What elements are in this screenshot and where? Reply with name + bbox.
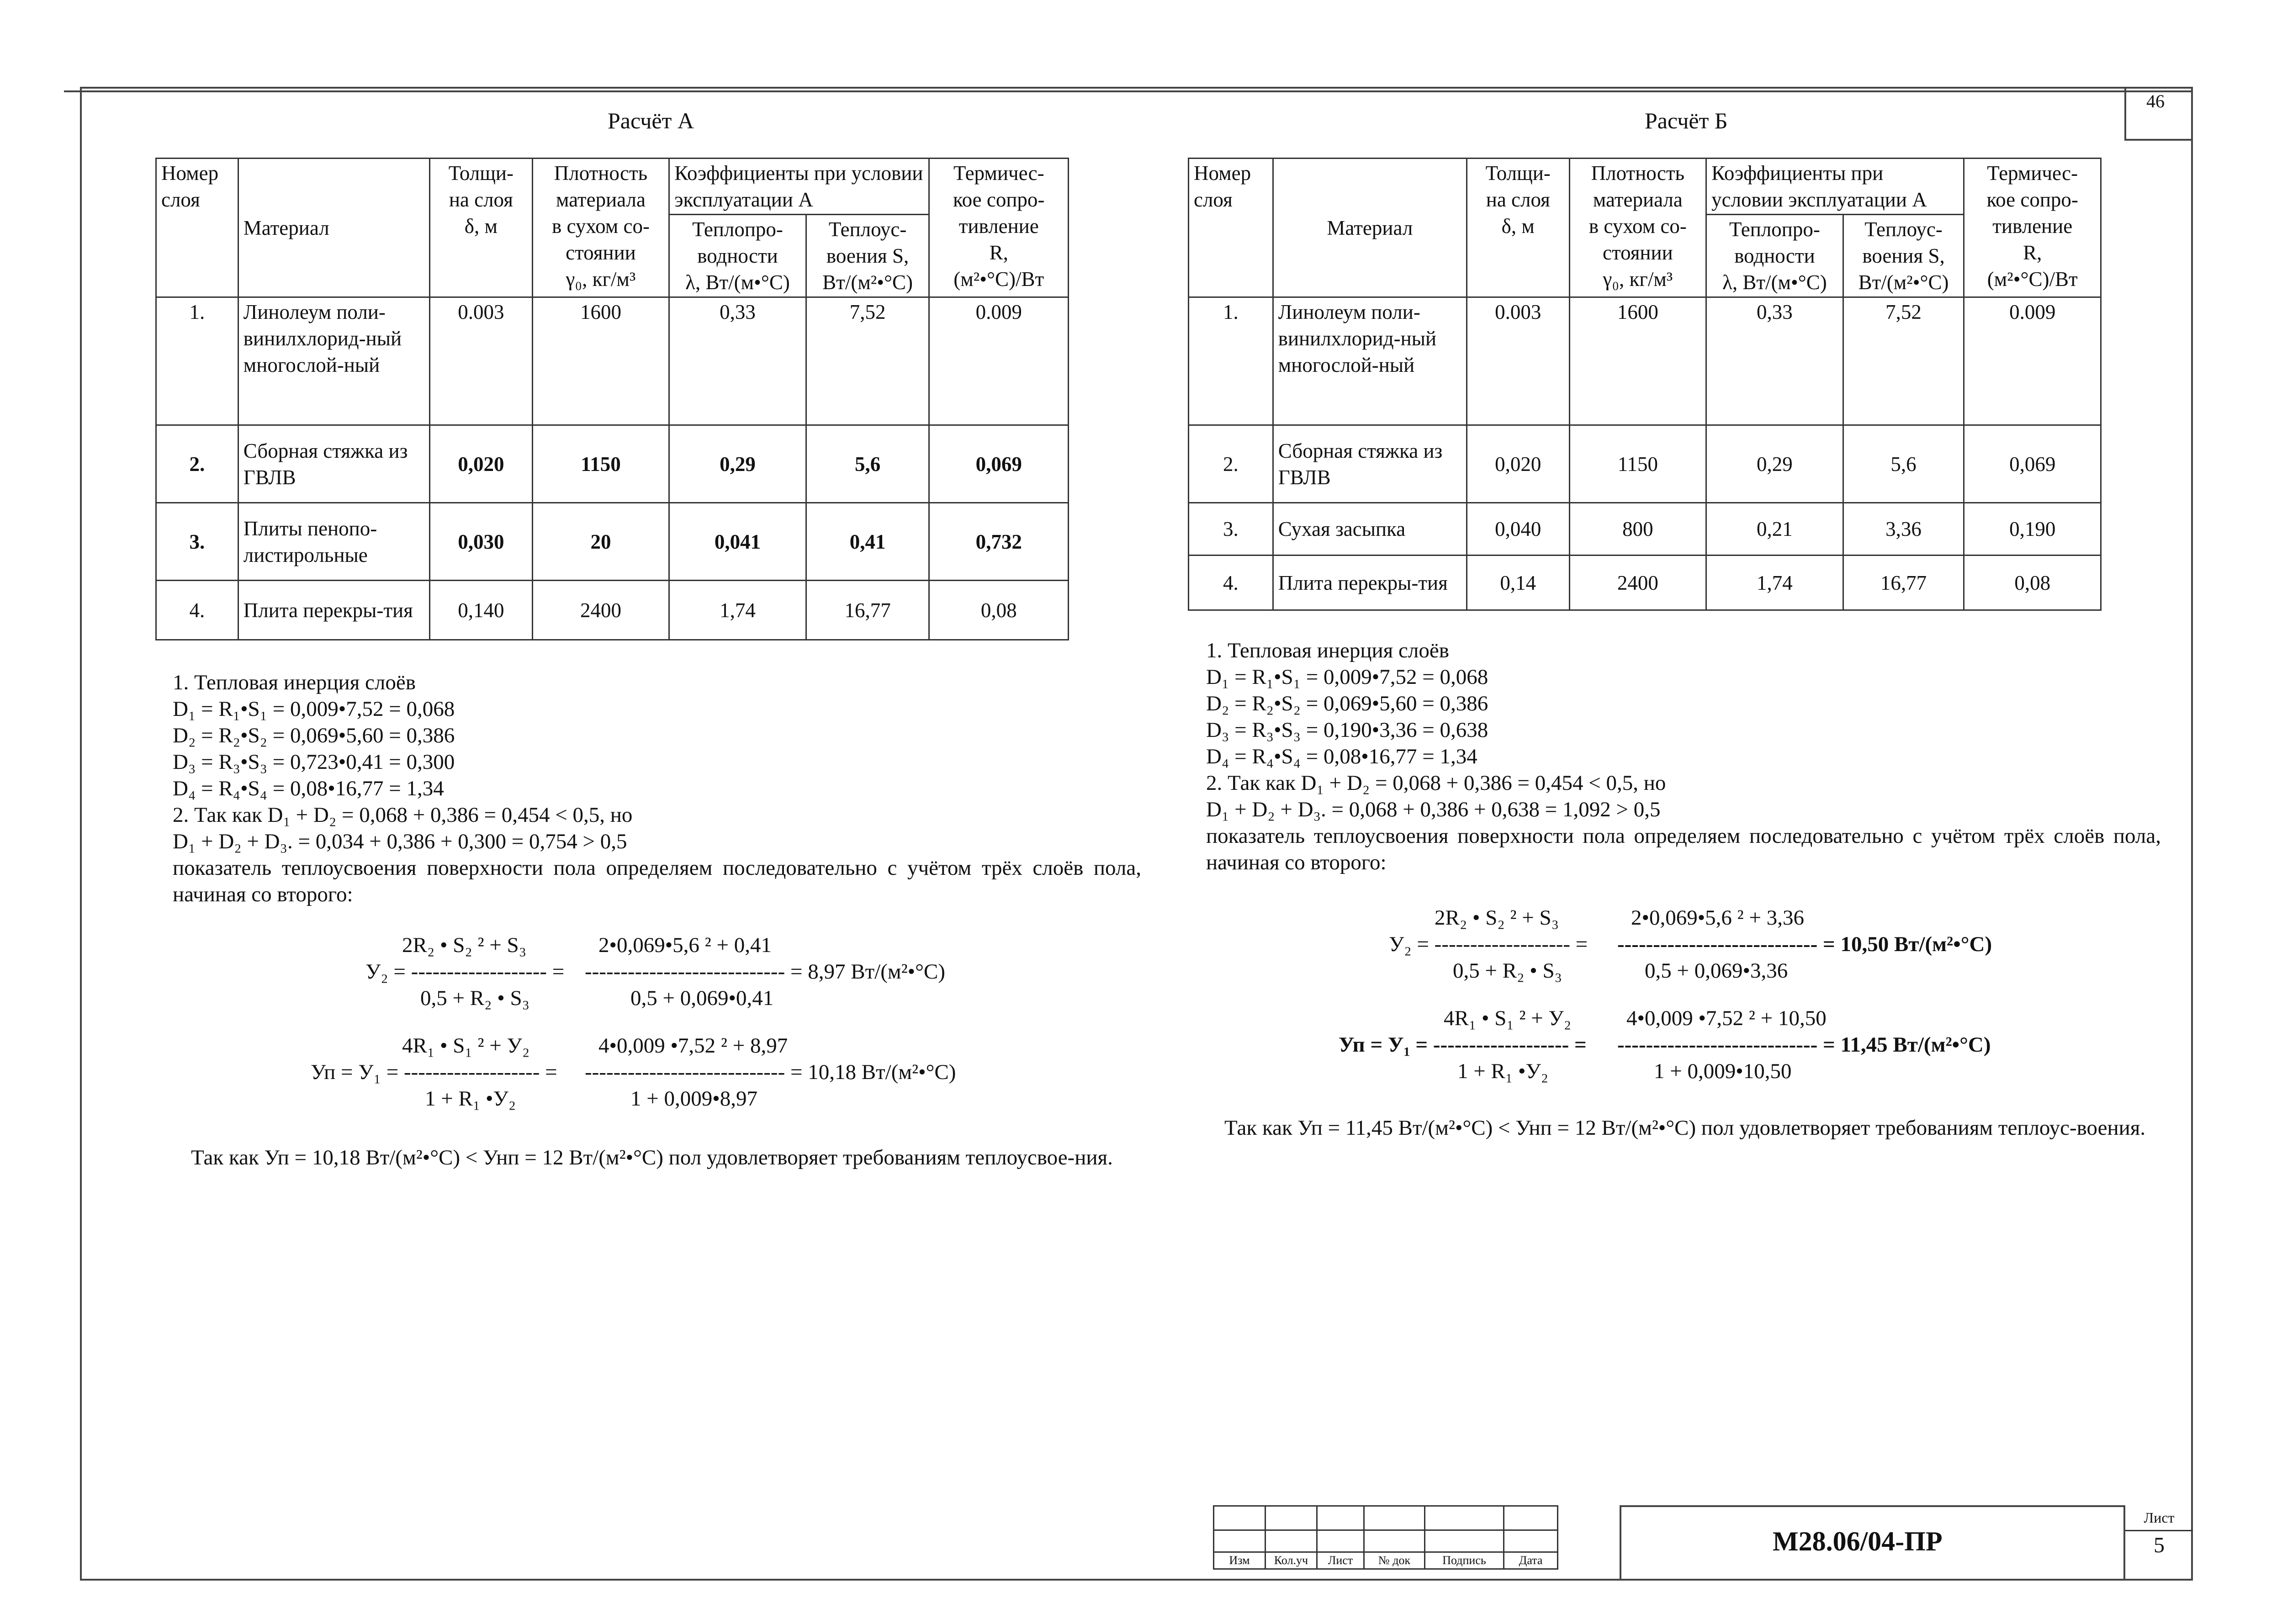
row-material: Плита перекры-тия [1273, 555, 1467, 610]
header-material: Материал [238, 159, 429, 297]
calc-b-text [1206, 637, 2161, 876]
row-lambda: 0,33 [1706, 297, 1843, 425]
row-thickness: 0.003 [1467, 297, 1569, 425]
text-line: 2. Так как D₁ + D₂ = 0,068 + 0,386 = 0,454 < 0,5, но [173, 803, 633, 827]
row-num: 1. [1189, 297, 1273, 425]
caption-calc-a: Расчёт А [608, 108, 694, 133]
formula-y2-numerator: 2R₂ • S₂ ² + S₃ [402, 933, 527, 957]
table-calc-b [1188, 158, 2102, 611]
sheet-value: 5 [2154, 1533, 2165, 1557]
calc-a-text [173, 669, 1141, 908]
header-num: Номер слоя [156, 159, 238, 297]
stamp-label-doc: № док [1364, 1552, 1425, 1569]
sheet-number: 46 [2146, 91, 2165, 111]
text-line: 1. Тепловая инерция слоёв [1206, 639, 1449, 662]
document-code: М28.06/04-ПР [1773, 1526, 1943, 1556]
row-s: 3,36 [1843, 503, 1964, 555]
text-line: D₄ = R₄•S₄ = 0,08•16,77 = 1,34 [1206, 745, 1477, 768]
header-density: Плотность материала в сухом со- стоянии γ₀, кг/м³ [1569, 159, 1706, 297]
row-s: 7,52 [806, 297, 929, 425]
stamp-label-kol: Кол.уч [1265, 1552, 1317, 1569]
text-line: D₁ + D₂ + D₃. = 0,034 + 0,386 + 0,300 = 0,754 > 0,5 [173, 830, 627, 853]
formula-yp-line: Уп = У₁ = ------------------- = [1339, 1033, 1587, 1057]
formula-y2-numerator: 2R₂ • S₂ ² + S₃ [1435, 906, 1559, 930]
formula-yp-denominator: 1 + R₁ •У₂ [425, 1087, 516, 1111]
table-row [1189, 297, 2101, 425]
row-num: 4. [1189, 555, 1273, 610]
formula-yp-den-values: 1 + 0,009•8,97 [630, 1087, 757, 1111]
row-r: 0,069 [1964, 425, 2101, 503]
caption-calc-b: Расчёт Б [1645, 108, 1728, 133]
formula-yp-denominator: 1 + R₁ •У₂ [1457, 1059, 1549, 1083]
row-material: Сборная стяжка из ГВЛВ [238, 425, 429, 503]
table-header-row [156, 159, 1069, 215]
row-s: 5,6 [1843, 425, 1964, 503]
row-s: 5,6 [806, 425, 929, 503]
row-lambda: 0,33 [669, 297, 806, 425]
stamp-label-list: Лист [1317, 1552, 1364, 1569]
row-num: 2. [156, 425, 238, 503]
row-r: 0,08 [929, 581, 1069, 640]
formula-y2-num-values: 2•0,069•5,6 ² + 3,36 [1631, 906, 1805, 930]
row-thickness: 0,040 [1467, 503, 1569, 555]
row-thickness: 0,030 [430, 503, 533, 581]
header-thickness: Толщи- на слоя δ, м [1467, 159, 1569, 297]
text-line: D₁ + D₂ + D₃. = 0,068 + 0,386 + 0,638 = 1,092 > 0,5 [1206, 798, 1661, 821]
formula-yp-den-values: 1 + 0,009•10,50 [1654, 1059, 1792, 1083]
header-thickness: Толщи- на слоя δ, м [430, 159, 533, 297]
formula-yp-num-values: 4•0,009 •7,52 ² + 8,97 [598, 1034, 788, 1058]
row-thickness: 0,14 [1467, 555, 1569, 610]
row-material: Плита перекры-тия [238, 581, 429, 640]
formula-y2-line: У₂ = ------------------- = [365, 960, 565, 984]
formula-yp-num-values: 4•0,009 •7,52 ² + 10,50 [1626, 1006, 1827, 1030]
text-line: D₃ = R₃•S₃ = 0,723•0,41 = 0,300 [173, 750, 455, 774]
sheet-label: Лист [2125, 1505, 2193, 1531]
header-lambda: Теплопро- водности λ, Вт/(м•°С) [1706, 215, 1843, 297]
row-material: Сухая засыпка [1273, 503, 1467, 555]
formula-yp-result: ---------------------------- = 11,45 Вт/(м²•°С) [1617, 1033, 1991, 1057]
row-r: 0.009 [929, 297, 1069, 425]
formula-y2-num-values: 2•0,069•5,6 ² + 0,41 [598, 933, 772, 957]
formula-y2-result: ---------------------------- = 8,97 Вт/(м²•°С) [585, 960, 945, 984]
sheet-box [2123, 1505, 2193, 1581]
table-row [156, 581, 1069, 640]
formula-y2-line: У₂ = ------------------- = [1389, 932, 1588, 956]
stamp-label-izm: Изм [1214, 1552, 1265, 1569]
row-r: 0,08 [1964, 555, 2101, 610]
row-density: 1150 [1569, 425, 1706, 503]
conclusion-text: Так как Уп = 10,18 Вт/(м²•°С) < Унп = 12 Вт/(м²•°С) пол удовлетворяет требованиям теплоусвое-ния. [191, 1146, 1113, 1169]
text-line: 1. Тепловая инерция слоёв [173, 671, 416, 694]
row-lambda: 0,29 [669, 425, 806, 503]
formula-yp-numerator: 4R₁ • S₁ ² + У₂ [402, 1034, 530, 1058]
table-row [1189, 555, 2101, 610]
row-material: Линолеум поли-винилхлорид-ный многослой-ный [1273, 297, 1467, 425]
header-coef: Коэффициенты при условии эксплуатации А [669, 159, 929, 215]
row-num: 4. [156, 581, 238, 640]
title-block-grid [1213, 1505, 1558, 1570]
formula-y2-result: ---------------------------- = 10,50 Вт/(м²•°С) [1617, 932, 1992, 956]
row-s: 16,77 [1843, 555, 1964, 610]
text-line: D₂ = R₂•S₂ = 0,069•5,60 = 0,386 [1206, 692, 1488, 715]
row-r: 0.009 [1964, 297, 2101, 425]
row-num: 3. [1189, 503, 1273, 555]
header-density: Плотность материала в сухом со- стоянии γ₀, кг/м³ [532, 159, 669, 297]
row-density: 1600 [532, 297, 669, 425]
formula-y2-den-values: 0,5 + 0,069•0,41 [630, 986, 774, 1010]
row-lambda: 0,21 [1706, 503, 1843, 555]
row-lambda: 0,041 [669, 503, 806, 581]
row-thickness: 0,020 [430, 425, 533, 503]
row-num: 1. [156, 297, 238, 425]
row-r: 0,732 [929, 503, 1069, 581]
text-paragraph: показатель теплоусвоения поверхности пола определяем последовательно с учётом трёх слоёв пола, начиная со второго: [1206, 824, 2161, 874]
row-num: 2. [1189, 425, 1273, 503]
calc-b-conclusion [1206, 1115, 2161, 1141]
row-density: 1150 [532, 425, 669, 503]
text-line: D₄ = R₄•S₄ = 0,08•16,77 = 1,34 [173, 777, 444, 800]
header-material: Материал [1273, 159, 1467, 297]
formula-y2-denominator: 0,5 + R₂ • S₃ [420, 986, 529, 1010]
row-thickness: 0,020 [1467, 425, 1569, 503]
text-line: D₂ = R₂•S₂ = 0,069•5,60 = 0,386 [173, 724, 455, 747]
row-density: 1600 [1569, 297, 1706, 425]
header-coef: Коэффициенты при условии эксплуатации А [1706, 159, 1964, 215]
header-num: Номер слоя [1189, 159, 1273, 297]
table-row [1189, 425, 2101, 503]
header-resistance: Термичес- кое сопро- тивление R, (м²•°С)/Вт [1964, 159, 2101, 297]
row-r: 0,190 [1964, 503, 2101, 555]
row-material: Сборная стяжка из ГВЛВ [1273, 425, 1467, 503]
row-thickness: 0,140 [430, 581, 533, 640]
header-s: Теплоус- воения S, Вт/(м²•°С) [806, 215, 929, 297]
title-block-labels [1214, 1552, 1558, 1569]
formula-yp-result: ---------------------------- = 10,18 Вт/(м²•°С) [585, 1060, 956, 1084]
row-num: 3. [156, 503, 238, 581]
text-paragraph: показатель теплоусвоения поверхности пола определяем последовательно с учётом трёх слоёв пола, начиная со второго: [173, 856, 1141, 906]
text-line: D₁ = R₁•S₁ = 0,009•7,52 = 0,068 [173, 697, 455, 721]
stamp-label-date: Дата [1504, 1552, 1558, 1569]
table-row [1189, 503, 2101, 555]
row-density: 800 [1569, 503, 1706, 555]
table-row [156, 297, 1069, 425]
row-material: Линолеум поли-винилхлорид-ный многослой-ный [238, 297, 429, 425]
header-resistance: Термичес- кое сопро- тивление R, (м²•°С)/Вт [929, 159, 1069, 297]
row-density: 2400 [532, 581, 669, 640]
row-s: 0,41 [806, 503, 929, 581]
row-s: 16,77 [806, 581, 929, 640]
row-thickness: 0.003 [430, 297, 533, 425]
header-s: Теплоус- воения S, Вт/(м²•°С) [1843, 215, 1964, 297]
calc-a-conclusion [173, 1144, 1141, 1171]
row-density: 20 [532, 503, 669, 581]
text-line: D₁ = R₁•S₁ = 0,009•7,52 = 0,068 [1206, 665, 1488, 689]
header-lambda: Теплопро- водности λ, Вт/(м•°С) [669, 215, 806, 297]
formula-y2-denominator: 0,5 + R₂ • S₃ [1453, 959, 1562, 983]
text-line: 2. Так как D₁ + D₂ = 0,068 + 0,386 = 0,454 < 0,5, но [1206, 771, 1666, 795]
formula-yp-numerator: 4R₁ • S₁ ² + У₂ [1444, 1006, 1572, 1030]
table-row [156, 503, 1069, 581]
table-row [156, 425, 1069, 503]
table-calc-a [155, 158, 1069, 640]
row-s: 7,52 [1843, 297, 1964, 425]
formula-yp-line: Уп = У₁ = ------------------- = [311, 1060, 557, 1084]
text-line: D₃ = R₃•S₃ = 0,190•3,36 = 0,638 [1206, 718, 1488, 742]
row-r: 0,069 [929, 425, 1069, 503]
stamp-label-sign: Подпись [1425, 1552, 1504, 1569]
row-material: Плиты пенопо-листирольные [238, 503, 429, 581]
row-lambda: 1,74 [1706, 555, 1843, 610]
row-lambda: 1,74 [669, 581, 806, 640]
row-density: 2400 [1569, 555, 1706, 610]
formula-y2-den-values: 0,5 + 0,069•3,36 [1645, 959, 1788, 983]
conclusion-text: Так как Уп = 11,45 Вт/(м²•°С) < Унп = 12 Вт/(м²•°С) пол удовлетворяет требованиям теплоус-воения. [1224, 1116, 2146, 1140]
row-lambda: 0,29 [1706, 425, 1843, 503]
